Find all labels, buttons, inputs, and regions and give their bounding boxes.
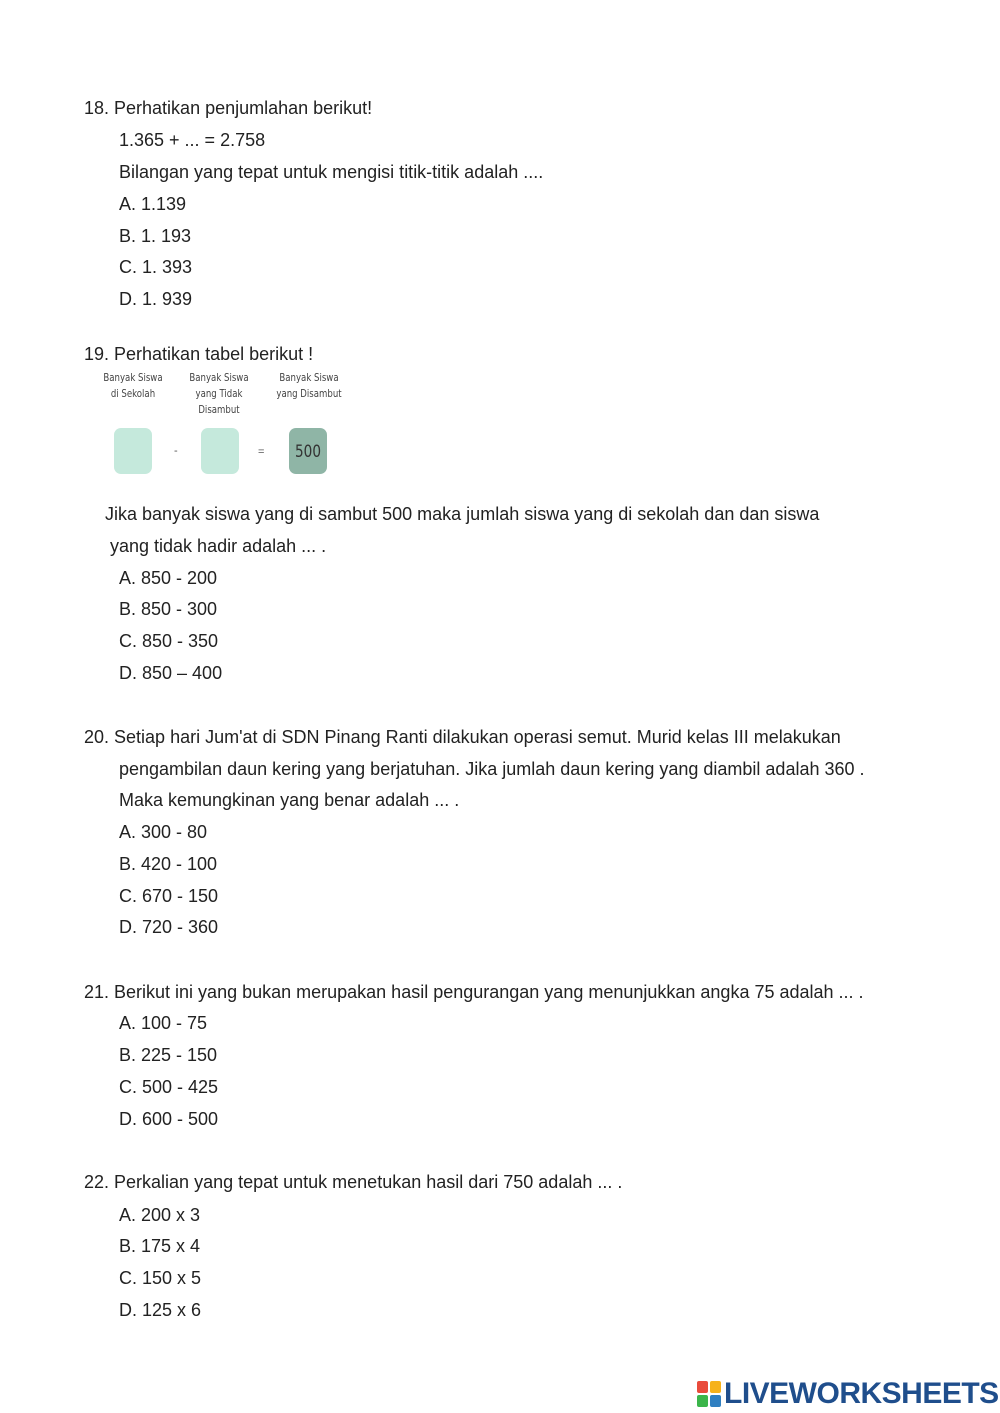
- q19-body-line2: yang tidak hadir adalah ... .: [110, 536, 327, 556]
- q22-option-a[interactable]: A. 200 x 3: [119, 1205, 201, 1225]
- logo-mark-square-blue: [710, 1395, 721, 1407]
- q21-option-b[interactable]: B. 225 - 150: [119, 1045, 218, 1065]
- q22-stem: 22. Perkalian yang tepat untuk menetukan hasil dari 750 adalah ... .: [84, 1172, 623, 1192]
- logo-mark-square-green: [697, 1395, 708, 1407]
- q19-stem: 19. Perhatikan tabel berikut !: [84, 344, 314, 364]
- q18-instruction: Bilangan yang tepat untuk mengisi titik-titik adalah ....: [119, 162, 544, 182]
- q22-option-c[interactable]: C. 150 x 5: [119, 1268, 202, 1288]
- q19-body-line1: Jika banyak siswa yang di sambut 500 maka jumlah siswa yang di sekolah dan dan siswa: [105, 504, 820, 524]
- q18-option-a[interactable]: A. 1.139: [119, 194, 187, 214]
- diagram-header-not-welcomed: Banyak Siswa yang Tidak Disambut: [189, 371, 249, 416]
- q21-option-d[interactable]: D. 600 - 500: [119, 1109, 219, 1129]
- q19-option-c[interactable]: C. 850 - 350: [119, 631, 219, 651]
- q19-diagram: [96, 370, 356, 480]
- q21-option-a[interactable]: A. 100 - 75: [119, 1013, 208, 1033]
- q20-line2: pengambilan daun kering yang berjatuhan. Jika jumlah daun kering yang diambil adalah 360 .: [119, 759, 865, 779]
- liveworksheets-logo[interactable]: [697, 1378, 999, 1410]
- q18-option-b[interactable]: B. 1. 193: [119, 226, 192, 246]
- diagram-header-school: Banyak Siswa di Sekolah: [103, 371, 163, 400]
- q20-stem: 20. Setiap hari Jum'at di SDN Pinang Ranti dilakukan operasi semut. Murid kelas III melakukan: [84, 727, 841, 747]
- equals-sign: =: [258, 446, 265, 458]
- q22-option-b[interactable]: B. 175 x 4: [119, 1236, 201, 1256]
- minus-sign: -: [174, 445, 178, 457]
- result-value: 500: [295, 442, 321, 462]
- logo-mark-square-red: [697, 1381, 708, 1393]
- logo-text: LIVEWORKSHEETS: [724, 1377, 999, 1410]
- q21-option-c[interactable]: C. 500 - 425: [119, 1077, 219, 1097]
- q20-option-c[interactable]: C. 670 - 150: [119, 886, 219, 906]
- diagram-header-welcomed: Banyak Siswa yang Disambut: [276, 371, 342, 400]
- blank-box-not-welcomed[interactable]: [201, 428, 239, 474]
- q20-option-a[interactable]: A. 300 - 80: [119, 822, 208, 842]
- q18-stem: 18. Perhatikan penjumlahan berikut!: [84, 98, 373, 118]
- q19-option-d[interactable]: D. 850 – 400: [119, 663, 223, 683]
- q18-equation: 1.365 + ... = 2.758: [119, 130, 266, 150]
- q20-line3: Maka kemungkinan yang benar adalah ... .: [119, 790, 460, 810]
- q18-option-d[interactable]: D. 1. 939: [119, 289, 193, 309]
- q20-option-b[interactable]: B. 420 - 100: [119, 854, 218, 874]
- liveworksheets-mark-icon: [697, 1381, 721, 1407]
- q18-option-c[interactable]: C. 1. 393: [119, 257, 193, 277]
- logo-mark-square-yellow: [710, 1381, 721, 1393]
- q20-option-d[interactable]: D. 720 - 360: [119, 917, 219, 937]
- blank-box-school[interactable]: [114, 428, 152, 474]
- q19-option-b[interactable]: B. 850 - 300: [119, 599, 218, 619]
- q19-option-a[interactable]: A. 850 - 200: [119, 568, 218, 588]
- q21-stem: 21. Berikut ini yang bukan merupakan hasil pengurangan yang menunjukkan angka 75 adalah ... .: [84, 982, 864, 1002]
- q22-option-d[interactable]: D. 125 x 6: [119, 1300, 202, 1320]
